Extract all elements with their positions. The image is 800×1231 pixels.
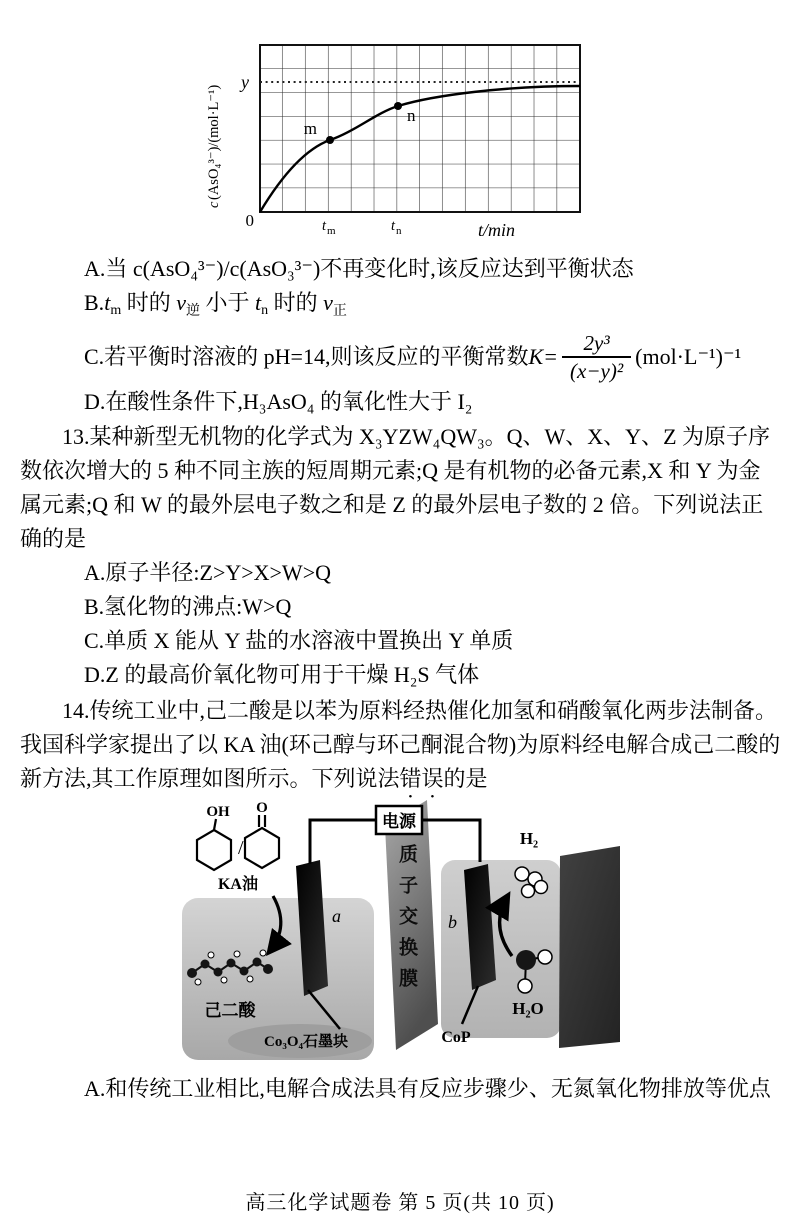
- y-tick-label: y: [241, 72, 249, 92]
- right-end-plate: [559, 846, 620, 1048]
- b-s2: n: [261, 303, 269, 318]
- cyclohexanol-ring: [197, 830, 231, 870]
- point-m-label: m: [303, 119, 317, 138]
- question-14: [20, 694, 782, 803]
- c-pre: C.若平衡时溶液的 pH=14,则该反应的平衡常数: [84, 344, 529, 369]
- x-tick-tm-base: t: [321, 218, 326, 234]
- electrolysis-diagram: [180, 798, 632, 1066]
- b-v2: v: [323, 290, 333, 315]
- chart-svg: [196, 36, 600, 248]
- y-axis-label-var: c: [206, 201, 222, 208]
- electrode-b-material-label: CoP: [441, 1029, 471, 1046]
- wire-left: [310, 820, 376, 864]
- q12-option-c: [20, 329, 782, 385]
- q13-option-a: A.原子半径:Z>Y>X>W>Q: [84, 560, 331, 585]
- membrane-label: 质子交换膜: [396, 844, 417, 999]
- fraction-denominator: (x−y)²: [562, 356, 631, 384]
- page-footer: 高三化学试题卷 第 5 页(共 10 页): [245, 1192, 555, 1214]
- q14-options: [20, 1072, 782, 1106]
- oh-label: OH: [206, 804, 230, 820]
- b-p1: 时的: [121, 290, 177, 315]
- b-vs1: 逆: [185, 304, 200, 319]
- electrode-a-label: a: [332, 906, 341, 926]
- b-s1: m: [110, 303, 122, 318]
- q13-option-b: B.氢化物的沸点:W>Q: [84, 594, 292, 619]
- equilibrium-chart: [196, 36, 600, 248]
- electrode-a-material-label: Co₃O₄石墨块: [264, 1034, 348, 1050]
- q14-stem-before: 14.传统工业中,己二酸是以苯为原料经热催化加氢和硝酸氧化两步法制备。我国科学家提出了以 KA 油(环己醇与环己酮混合物)为原料经电解合成己二酸的新方法,其工作原理如图所示。下列说法: [20, 698, 781, 791]
- q12-option-d: D.在酸性条件下,H₃AsO₄ 的氧化性大于 I₂: [84, 389, 473, 414]
- q12-option-b: [20, 286, 782, 329]
- b-v1: v: [176, 290, 186, 315]
- h2o-label: H₂O: [512, 999, 544, 1018]
- q14-stem-emphasis: 错误: [399, 766, 444, 791]
- point-n: [394, 102, 402, 110]
- equilibrium-constant-fraction: [562, 331, 631, 384]
- b-p0: B.: [84, 290, 105, 315]
- q14-option-a: A.和传统工业相比,电解合成法具有反应步骤少、无氮氧化物排放等优点: [84, 1076, 771, 1101]
- b-t2: t: [255, 290, 262, 315]
- q14-stem: [20, 694, 782, 803]
- q13-stem: 13.某种新型无机物的化学式为 X₃YZW₄QW₃。Q、W、X、Y、Z 为原子序数依次增大的 5 种不同主族的短周期元素;Q 是有机物的必备元素,X 和 Y 为金属元素;Q 和 W 的最外层电子数之和是 Z 的最外层电子数的 2 倍。下列说法正确的是: [20, 424, 771, 551]
- c-suffix: (mol·L⁻¹)⁻¹: [635, 344, 742, 369]
- point-n-label: n: [407, 106, 416, 125]
- q14-stem-after: 的是: [443, 766, 488, 791]
- power-source-label: 电源: [382, 812, 416, 831]
- adipic-acid-label: 己二酸: [204, 1001, 256, 1020]
- origin-label: 0: [245, 211, 254, 230]
- q13-option-c: C.单质 X 能从 Y 盐的水溶液中置换出 Y 单质: [84, 628, 514, 653]
- y-axis-label: [206, 85, 222, 208]
- ketone-o-label: O: [256, 800, 268, 816]
- x-tick-tn-sub: n: [396, 225, 402, 237]
- wire-right: [422, 820, 480, 862]
- q12-option-a: A.当 c(AsO₄³⁻)/c(AsO₃³⁻)不再变化时,该反应达到平衡状态: [84, 256, 634, 281]
- x-tick-tn-base: t: [390, 218, 395, 234]
- cyclohexanol-oh-bond: [214, 819, 216, 830]
- b-p2: 小于: [199, 290, 255, 315]
- y-axis-label-unit: (AsO₄³⁻)/(mol·L⁻¹): [206, 84, 222, 200]
- x-tick-tm-sub: m: [327, 225, 336, 237]
- electrode-b-label: b: [448, 912, 457, 932]
- x-axis-label: t/min: [478, 220, 516, 240]
- b-p3: 时的: [268, 290, 324, 315]
- h2-label: H₂: [519, 829, 539, 848]
- fraction-numerator: 2y³: [583, 330, 610, 355]
- q12-options: [20, 252, 782, 419]
- cyclohexanone-ring: [245, 828, 279, 868]
- b-t1: t: [104, 290, 111, 315]
- question-13: [20, 420, 782, 692]
- b-vs2: 正: [332, 304, 347, 319]
- ka-oil-label: KA油: [217, 876, 259, 893]
- point-m: [326, 136, 334, 144]
- slash-label: /: [238, 837, 244, 859]
- c-k: K=: [528, 344, 559, 369]
- q13-option-d: D.Z 的最高价氧化物可用于干燥 H₂S 气体: [84, 662, 480, 687]
